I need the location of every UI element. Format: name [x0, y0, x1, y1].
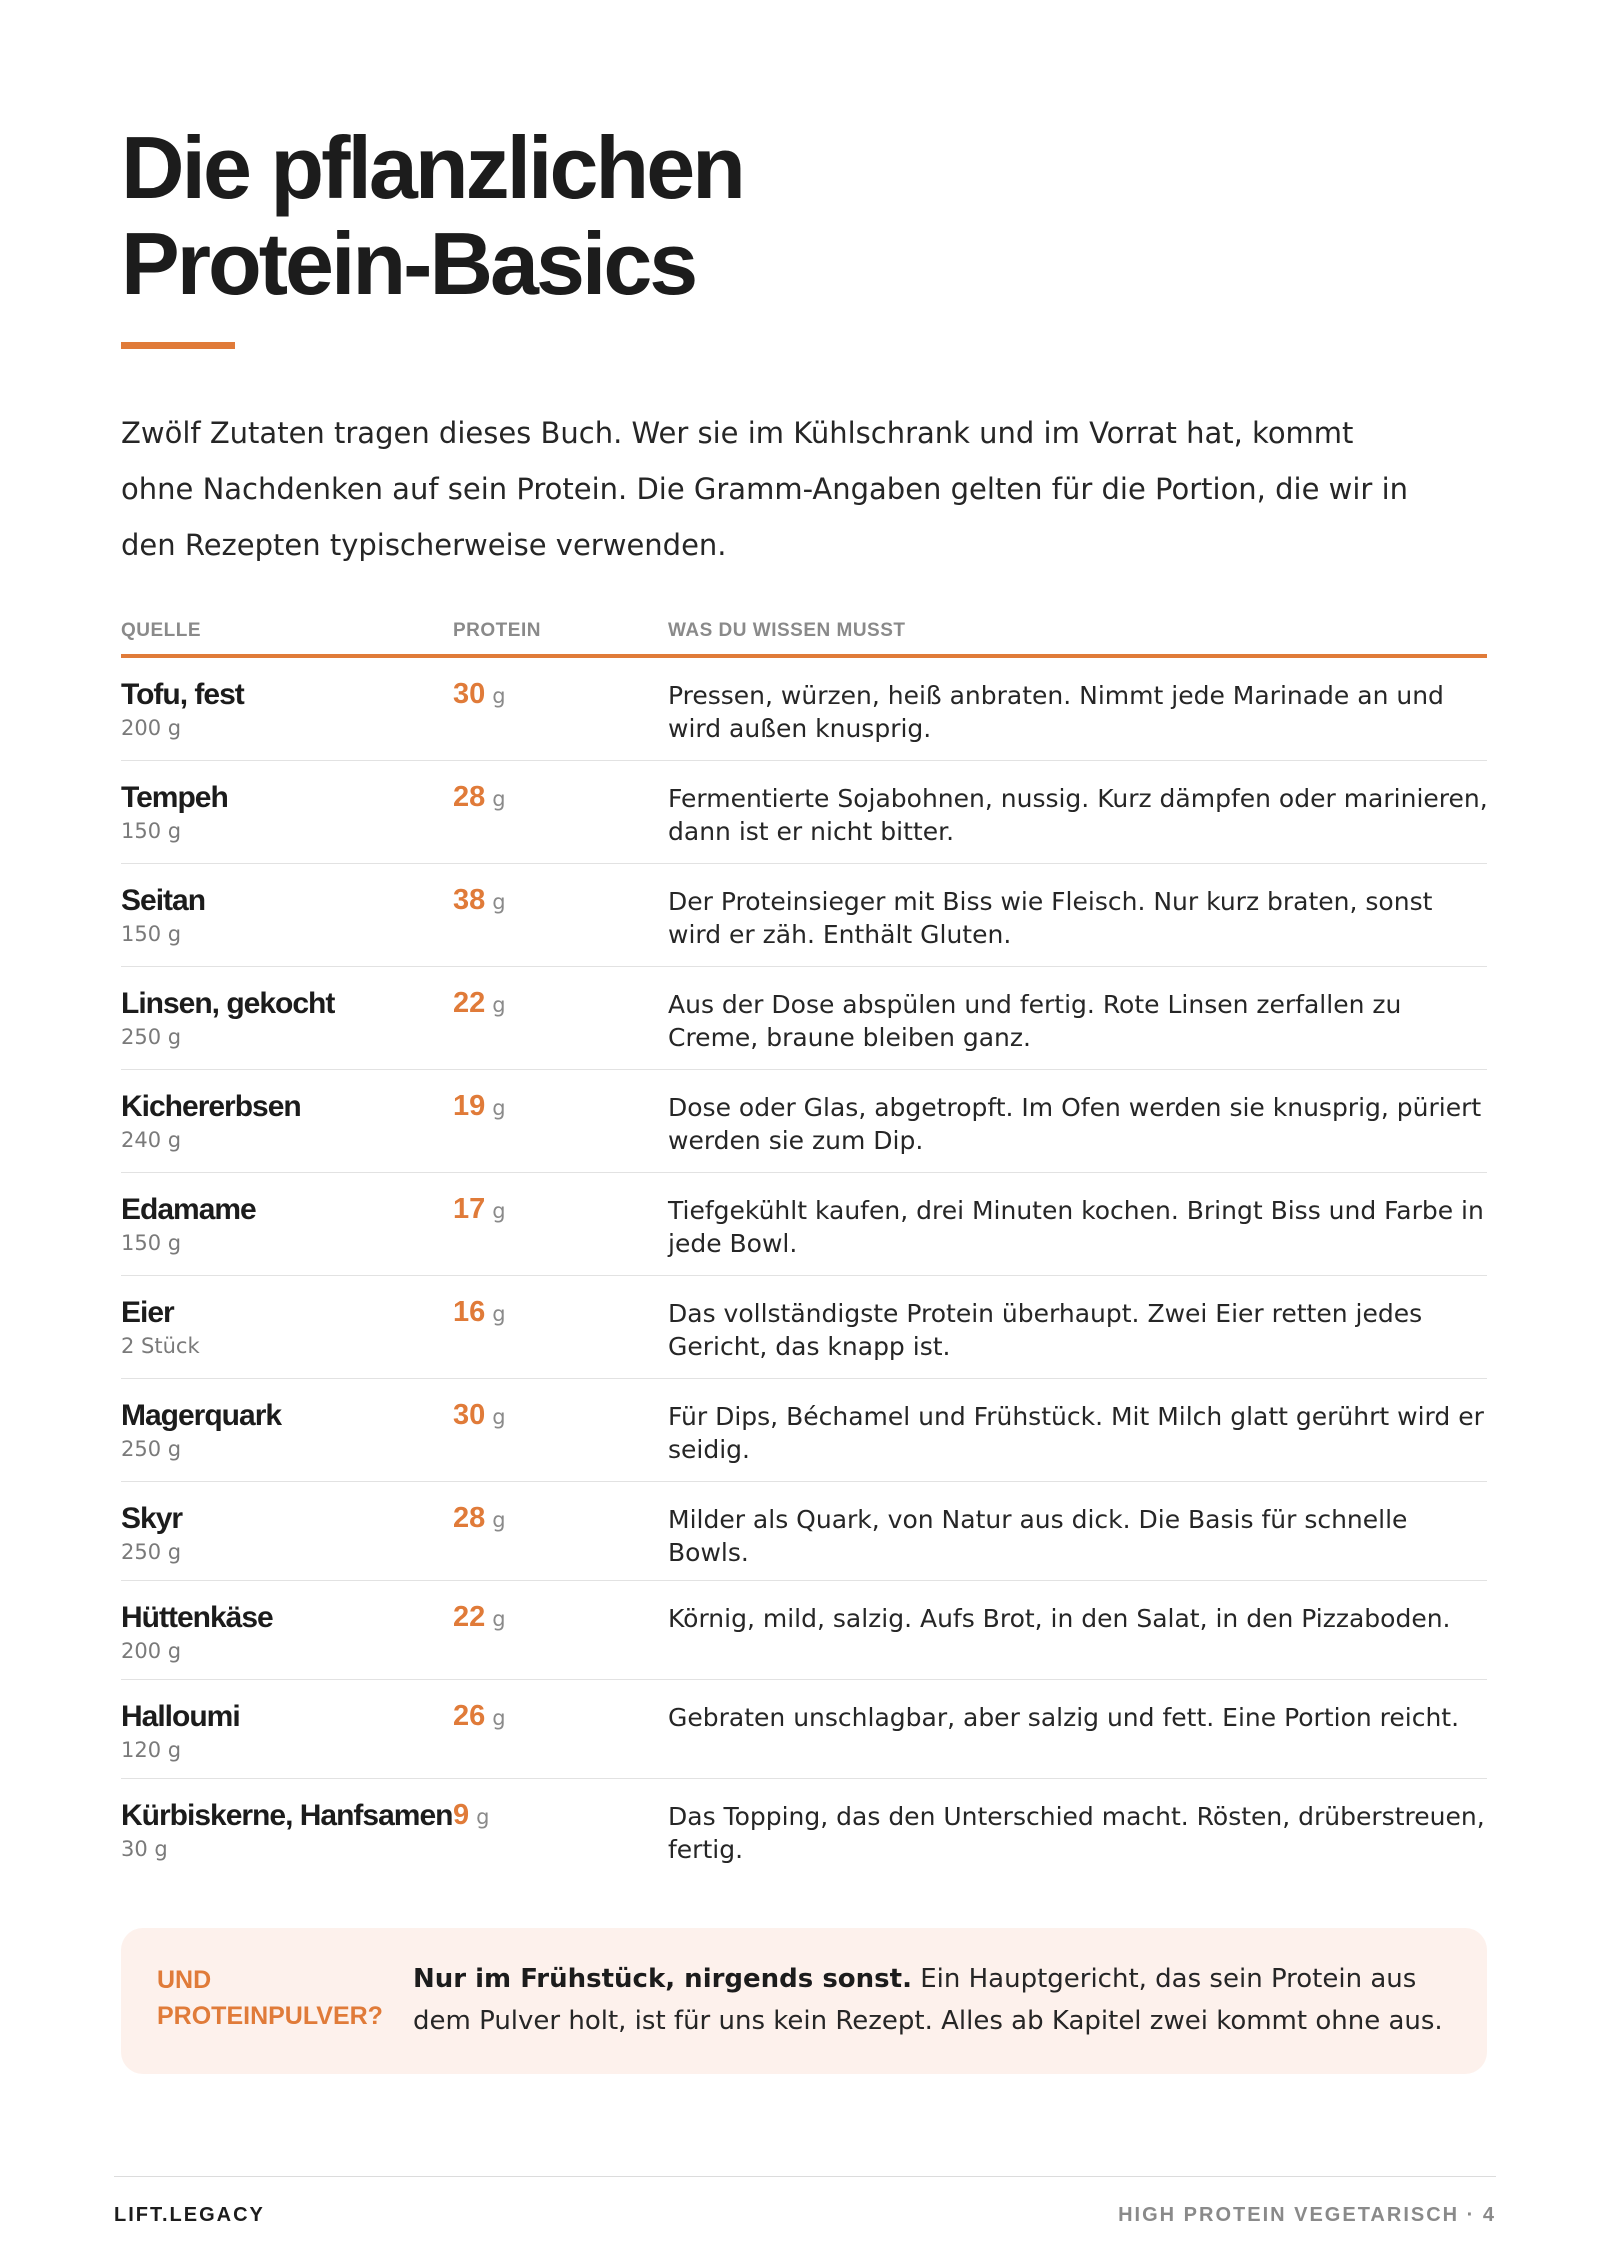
source-name: Kichererbsen — [121, 1090, 301, 1123]
protein-value: 17 — [453, 1193, 486, 1225]
protein-unit: g — [492, 1302, 506, 1326]
table-row — [121, 1482, 1487, 1581]
table-row — [121, 1779, 1487, 1881]
protein-value: 30 — [453, 678, 486, 710]
protein-unit: g — [492, 993, 506, 1017]
page-title — [121, 120, 1021, 312]
footer-divider — [114, 2176, 1496, 2177]
protein-table — [121, 612, 1487, 1881]
source-name: Magerquark — [121, 1399, 282, 1432]
protein-value: 30 — [453, 1399, 486, 1431]
source-note: Der Proteinsieger mit Biss wie Fleisch. Nur kurz braten, sonst wird er zäh. Enthält Gluten. — [668, 887, 1433, 949]
source-name: Linsen, gekocht — [121, 987, 335, 1020]
source-name: Tofu, fest — [121, 678, 244, 711]
source-portion: 150 g — [121, 922, 182, 946]
protein-unit: g — [476, 1805, 490, 1829]
source-portion: 150 g — [121, 1231, 182, 1255]
protein-value: 28 — [453, 1502, 486, 1534]
header-source: QUELLE — [121, 620, 202, 641]
source-portion: 2 Stück — [121, 1334, 200, 1358]
source-portion: 150 g — [121, 819, 182, 843]
protein-amount — [453, 1090, 506, 1123]
footer-running-title: HIGH PROTEIN VEGETARISCH · 4 — [1118, 2204, 1496, 2226]
protein-amount — [453, 1799, 489, 1832]
protein-amount — [453, 1601, 506, 1634]
source-name: Halloumi — [121, 1700, 240, 1733]
protein-value: 22 — [453, 987, 486, 1019]
header-protein: PROTEIN — [453, 620, 541, 641]
protein-unit: g — [492, 1405, 506, 1429]
callout-label-line-1: UND — [157, 1966, 212, 1994]
protein-unit: g — [492, 1508, 506, 1532]
protein-value: 19 — [453, 1090, 486, 1122]
table-row — [121, 1581, 1487, 1680]
source-portion: 240 g — [121, 1128, 182, 1152]
protein-amount — [453, 1502, 506, 1535]
footer-brand: LIFT.LEGACY — [114, 2204, 265, 2226]
protein-value: 16 — [453, 1296, 486, 1328]
source-portion: 250 g — [121, 1437, 182, 1461]
protein-unit: g — [492, 684, 506, 708]
source-name: Hüttenkäse — [121, 1601, 273, 1634]
protein-value: 38 — [453, 884, 486, 916]
protein-unit: g — [492, 890, 506, 914]
source-note: Dose oder Glas, abgetropft. Im Ofen werden sie knusprig, püriert werden sie zum Dip. — [668, 1093, 1482, 1155]
protein-amount — [453, 1399, 506, 1432]
protein-amount — [453, 781, 506, 814]
source-portion: 200 g — [121, 1639, 182, 1663]
source-note: Pressen, würzen, heiß anbraten. Nimmt jede Marinade an und wird außen knusprig. — [668, 681, 1444, 743]
protein-unit: g — [492, 1706, 506, 1730]
source-note: Aus der Dose abspülen und fertig. Rote Linsen zerfallen zu Creme, braune bleiben ganz. — [668, 990, 1402, 1052]
protein-powder-callout — [121, 1928, 1487, 2074]
protein-amount — [453, 884, 506, 917]
source-note: Das Topping, das den Unterschied macht. Rösten, drüberstreuen, fertig. — [668, 1802, 1485, 1864]
table-row — [121, 1173, 1487, 1276]
source-name: Tempeh — [121, 781, 228, 814]
callout-body: Ein Hauptgericht, das sein Protein aus dem Pulver holt, ist für uns kein Rezept. Alles ab Kapitel zwei kommt ohne aus. — [413, 1964, 1443, 2036]
title-accent-rule — [121, 342, 235, 349]
callout-label-line-2: PROTEINPULVER? — [157, 2002, 383, 2030]
table-row — [121, 1379, 1487, 1482]
table-row — [121, 1070, 1487, 1173]
source-portion: 30 g — [121, 1837, 168, 1861]
protein-value: 28 — [453, 781, 486, 813]
callout-text — [413, 1958, 1463, 2042]
source-name: Edamame — [121, 1193, 256, 1226]
source-note: Gebraten unschlagbar, aber salzig und fett. Eine Portion reicht. — [668, 1703, 1460, 1732]
protein-amount — [453, 1193, 506, 1226]
table-row — [121, 967, 1487, 1070]
protein-unit: g — [492, 1096, 506, 1120]
source-name: Skyr — [121, 1502, 183, 1535]
protein-value: 9 — [453, 1799, 470, 1831]
protein-unit: g — [492, 1607, 506, 1631]
source-name: Seitan — [121, 884, 206, 917]
source-name: Kürbiskerne, Hanfsamen — [121, 1799, 453, 1832]
table-row — [121, 864, 1487, 967]
table-row — [121, 761, 1487, 864]
protein-unit: g — [492, 1199, 506, 1223]
table-header — [121, 612, 1487, 658]
title-line-1: Die pflanzlichen — [121, 118, 743, 217]
source-note: Körnig, mild, salzig. Aufs Brot, in den Salat, in den Pizzaboden. — [668, 1604, 1451, 1633]
source-portion: 250 g — [121, 1540, 182, 1564]
title-line-2: Protein-Basics — [121, 214, 696, 313]
source-portion: 250 g — [121, 1025, 182, 1049]
table-row — [121, 1276, 1487, 1379]
protein-value: 22 — [453, 1601, 486, 1633]
protein-amount — [453, 678, 506, 711]
source-note: Milder als Quark, von Natur aus dick. Die Basis für schnelle Bowls. — [668, 1505, 1408, 1567]
protein-amount — [453, 987, 506, 1020]
protein-amount — [453, 1700, 506, 1733]
table-row — [121, 1680, 1487, 1779]
source-name: Eier — [121, 1296, 174, 1329]
source-portion: 200 g — [121, 716, 182, 740]
source-note: Tiefgekühlt kaufen, drei Minuten kochen. Bringt Biss und Farbe in jede Bowl. — [668, 1196, 1484, 1258]
source-note: Fermentierte Sojabohnen, nussig. Kurz dämpfen oder marinieren, dann ist er nicht bitter. — [668, 784, 1488, 846]
table-row — [121, 658, 1487, 761]
source-note: Für Dips, Béchamel und Frühstück. Mit Milch glatt gerührt wird er seidig. — [668, 1402, 1484, 1464]
callout-label — [157, 1962, 387, 2034]
source-portion: 120 g — [121, 1738, 182, 1762]
protein-amount — [453, 1296, 506, 1329]
protein-unit: g — [492, 787, 506, 811]
source-note: Das vollständigste Protein überhaupt. Zwei Eier retten jedes Gericht, das knapp ist. — [668, 1299, 1423, 1361]
callout-lead: Nur im Frühstück, nirgends sonst. — [413, 1964, 912, 1994]
protein-value: 26 — [453, 1700, 486, 1732]
header-notes: WAS DU WISSEN MUSST — [668, 620, 906, 641]
intro-paragraph: Zwölf Zutaten tragen dieses Buch. Wer sie im Kühlschrank und im Vorrat hat, kommt ohne Nachdenken auf sein Protein. Die Gramm-Angaben gelten für die Portion, die wir in den Rezepten typischerweise verwenden. — [121, 416, 1409, 562]
